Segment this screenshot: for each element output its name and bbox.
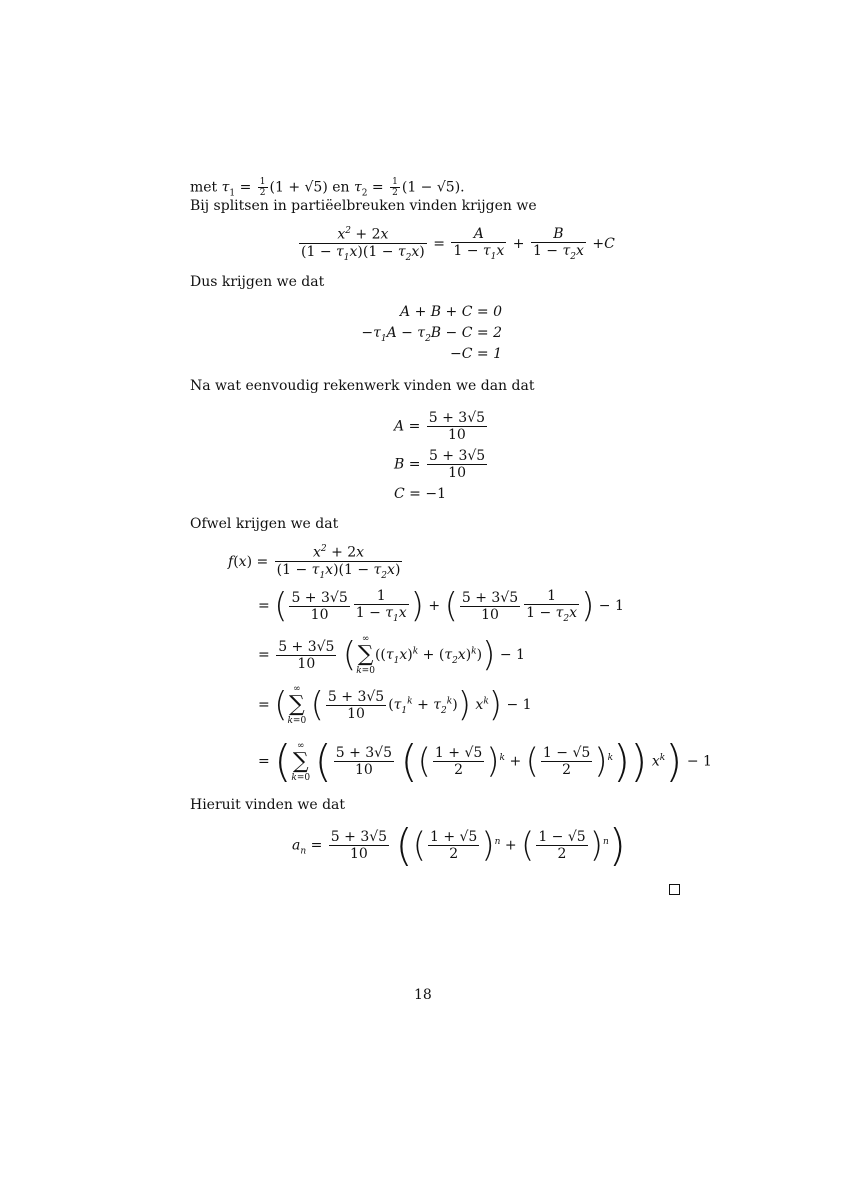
equation-system: A + B + C = 0 $-\tau_1A - \tau_2B - C = 2$ −C = 1 [361, 304, 502, 362]
expansion-line-1: f(x) = $\frac{x^2 + 2x}{(1 - \tau_1x)(1 - \tau_2x)}$ [228, 544, 401, 581]
expansion-line-5: = ( ∞ ∑ k=0 ( $\frac{5 + 3√5}{10}$ (( $\frac{1 + √5}{2}$ )$^k$ + ( $\frac{1 - √5}{2}$ )$^k$)) $x^k) - 1$ [258, 736, 712, 787]
qed-square-icon [669, 884, 680, 895]
result-equation: $a_n$ = $\frac{5 + 3√5}{10}$ (( $\frac{1 + √5}{2}$ )$^n$ + ( $\frac{1 - √5}{2}$ )$^n$) [292, 820, 626, 871]
computation-intro: Na wat eenvoudig rekenwerk vinden we dan dat [190, 378, 535, 394]
expansion-intro: Ofwel krijgen we dat [190, 516, 339, 532]
solution-a: A = $\frac{5 + 3√5}{10}$ [394, 410, 486, 443]
solution-b: B = $\frac{5 + 3√5}{10}$ [394, 448, 486, 481]
expansion-line-4: = ( ∞ ∑ k=0 ( $\frac{5 + 3√5}{10}$ $(\tau_1^k + \tau_2^k)$) $x^k) - 1$ [258, 684, 532, 726]
result-intro: Hieruit vinden we dat [190, 797, 346, 813]
tau-definition-line: met $\tau_1$ = $\frac{1}{2}$ (1 + √5) en $\tau_2$ = $\frac{1}{2}$ (1 − √5). [190, 177, 465, 199]
system-intro: Dus krijgen we dat [190, 274, 325, 290]
expansion-line-3: = $\frac{5 + 3√5}{10}$ ( ∞ ∑ k=0 $((\tau_1x)^k + (\tau_2x)^k)) - 1$ [258, 634, 525, 676]
page-number: 18 [414, 987, 432, 1003]
expansion-line-2: = ( $\frac{5 + 3√5}{10}$ $\frac{1}{1 - \tau_1x}$ ) + ( $\frac{5 + 3√5}{10}$ $\frac{1}{1 - \tau_2x}$ ) − 1 [258, 586, 624, 626]
partial-fraction-intro: Bij splitsen in partiëelbreuken vinden krijgen we [190, 198, 537, 214]
partial-fraction-equation: $\frac{x^2 + 2x}{(1 - \tau_1x)(1 - \tau_2x)}$ = $\frac{A}{1 - \tau_1x}$ + $\frac{B}{1 - \tau_2x}$ +C [301, 226, 615, 263]
solution-c: C = −1 [394, 486, 446, 502]
